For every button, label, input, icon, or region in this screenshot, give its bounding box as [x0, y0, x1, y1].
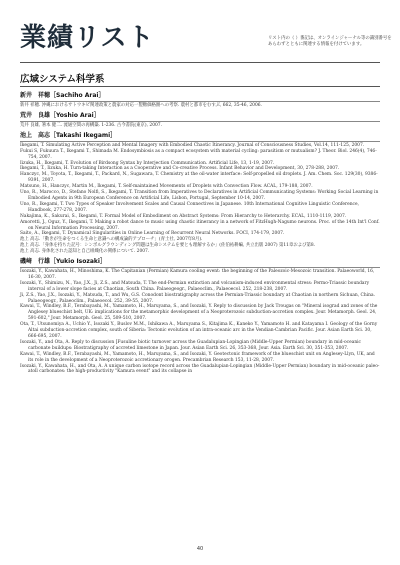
section-divider: [20, 86, 380, 87]
person-block: [20, 92, 380, 109]
publication-entry: Kawai, T., Windley, B.F., Terabayashi, M., Yamamoto, H., Maruyama, S., and Isozaki, Y. Geotectonic framework of the blueschist unit on Anglesey-Llyn, UK, and its role in the development of a Neoproterozoic accretionary orogen. Precambrian Research 153, 11-28, 2007.: [20, 351, 375, 363]
name-divider: [20, 101, 380, 102]
publication-entry: 池上 高志.「身体を持ちた記号：シンボルグラウンディング問題は生命システムを要とも理解するか」(佐伯祐耕編, 共立出版 2007) 第11章および第8.: [20, 243, 316, 249]
publication-entry: Nakajima, K., Sakurai, S., Ikegami, T. Formal Model of Embodiment on Abstract Systems: From Hierarchy to Heterarchy. ECAL, 1110-1119, 2007.: [20, 213, 347, 219]
person-name: 磯﨑 行雄［Yukio Isozaki］: [20, 258, 106, 266]
page-title: 業績リスト: [20, 23, 155, 53]
person-block: [20, 132, 380, 255]
publication-entry: Ikegami, T. Simulating Active Perception and Mental Imagery with Embodied Chaotic Itinerancy. Journal of Consciousness Studies, Vol.14, 111-125, 2007.: [20, 142, 365, 148]
publication-entry: Uno, R., Marocco, D., Stefano Nolfi, S., Ikegami, T. Transition from Imperatives to Declaratives in Artificial Communicating Systems: Working Social Learning in Embodied Agents in 9th European Conference on Artificial Life, Lisbon, Portugal, September 10-14, 2007.: [20, 190, 379, 201]
publication-entry: 荒井 良雄, 箸本 健二. 流通空間の再構築. 1-236. 古今書院(東京), 2007.: [20, 122, 162, 128]
publication-entry: Ikegami, T., Iizuka, H. Turn-taking Interaction as a Cooperative and Co-creative Process. Infant Behavior and Development, 30, 278-288, 2007.: [20, 166, 340, 172]
name-divider: [20, 267, 380, 268]
publication-entry: Isozaki, Y., and Ota, A. Reply to discussion [Fusuline biotic turnover across the Guadalupian-Lopingian (Middle-Upper Permian) boundary in mid-oceanic carbonate buildups: Biostratigraphy of accreted limestone in Japan. Jour. Asian Earth Sci. 26, 353-368, Jour. Asia. Earth Sci. 30, 351-353, 2007.: [20, 339, 362, 351]
publication-entry: Matsuno, H., Hanczyc, Martin M., Ikegami, T. Self-maintained Movements of Droplets with Convection Flow. ACAL, 179-188, 2007.: [20, 184, 313, 190]
publication-entry: Isozaki, Y., Shimizu, N., Yao, J.X., Ji, Z.S., and Matsuda, T. The end-Permian extinction and volcanism-induced environmental stress: Permo-Triassic boundary interval of a lower slope facies at Chaotian, South China. Palaeogeogr., Palaeoclim., Palaeoecol. 252, 218-238, 2007.: [20, 280, 370, 292]
person-block: [20, 112, 380, 129]
publication-entry: Saito, A., Ikegami, T. Dynamical Singularities in Online Learning of Recurrent Neural Networks. FOCI, 174-179, 2007.: [20, 231, 285, 237]
page-number: 40: [196, 546, 204, 552]
publication-entry: Kawai, T., Windley, B.F., Terabayashi, M., Yamamoto, H., Maruyama, S., and Isozaki, Y. Reply to discussion by Jack Trougas on "Mineral isograd and zones of the Anglesey blueschist belt, UK: implications for the metamorphic development of a Neoproterozoic subduction-accretion complex. Jour. Metamorph. Geol. 24, 591-602," Jour. Metamorph. Geol. 25, 509-510, 2007.: [20, 304, 378, 322]
publication-entry: 池上 高志.「動きが生命をつくる生命と意識への構成論的アプローチ」(青土社, 2007年8月).: [20, 237, 203, 243]
publication-entry: Ji, Z.S., Yao, J.X., Isozaki, Y., Matsuda, T., and Wu, G.S. Conodont biostratigraphy across the Permian-Triassic boundary at Chaotian in northern Sichuan, China. Palaeogeogr., Palaeoclim., Palaeoecol. 252, 39-55, 2007.: [20, 292, 375, 304]
publication-entry: Iizuka, H., Ikegami, T. Evolution of Birdsong Syntax by Interjection Communication. Artificial Life, 13, 1-19, 2007.: [20, 160, 275, 166]
publication-entry: Hanczyc, M., Toyota, T., Ikegami, T., Packard, N., Sugawara, T. Chemistry at the oil-water interface: Self-propelled oil droplets. J. Am. Chem. Soc. 129(30), 9386-9391, 2007.: [20, 172, 378, 184]
name-divider: [20, 121, 380, 122]
publication-entry: Amoretti, J., Oguz, Y., Ikegami, T. Making a robot dance to music using chaotic itinerancy in a network of FitzHugh-Nagumo neurons. Proc. of the 14th Int'l Conf. on Neural Information Processing, 2007.: [20, 219, 380, 231]
header-note: リスト内の（ ）番記は、オンラインジャーナル等の識別番号をあらわずとともに関連する情報を付けています。: [268, 36, 392, 48]
publication-entry: Fukui S, Fukuura T., Ikegami T., Shimada M. Endosymbiosis as a compact ecosystem with material cycling: parasitism or mutualism? J. Theor. Biol. 246(4), 746-754, 2007.: [20, 148, 377, 160]
page-header: [0, 0, 400, 62]
name-divider: [20, 141, 380, 142]
publication-entry: 新井 祥穂. 沖縄におけるサトウキビ関連政策と農家の対応一製糖価格圏への考察. 農村と都市をむすぶ, 662, 35-46, 2006.: [20, 103, 262, 108]
person-name: 新井 祥穂［Sachiho Arai］: [20, 92, 105, 99]
publication-entry: Isozaki, Y., Kawahata, H., and Ota, A. A unique carbon isotope record across the Guadalupian-Lopingian (Middle-Upper Permian) boundary in mid-oceanic paleo-atoll carbonates: the high-productivity "Kamura event" and its collapse in: [20, 363, 380, 375]
publication-entry: Isozaki, Y., Kawahata, H., Minoshima, K. The Capitanian (Permian) Kamura cooling event: the beginning of the Paleozoic-Mesozoic transition. Palaeoworld, 16, 16-30, 2007.: [20, 269, 375, 280]
publication-entry: Ota, T., Utsunomiya A., Uchio Y., Isozaki Y., Buslov M.M., Ishikawa A., Maruyama S., Kitajima K., Kaneko Y., Yamamoto H. and Katayama I. Geology of the Gorny Altai subduction-accretion complex, south of Siberia: Tectonic evolution of an intra-oceanic arc in the Vendian-Cambrian Pacific. Jour. Asian Earth Sci. 30, 666-695, 2007.: [20, 322, 378, 339]
person-block: [20, 258, 380, 375]
publication-entry: 池上 高志. 身体化された認知と自己組織化の関係について. 2007.: [20, 249, 150, 255]
publication-entry: Uno, R., Ikegami, T. Two Types of Speaker Involvement Scales and Causal Connectives in Japanese. 10th International Cognitive Linguistic Conference, Handbook, 277-278, 2007.: [20, 201, 359, 213]
publication-list: [20, 92, 380, 378]
person-name: 池上 高志［Takashi Ikegami］: [20, 131, 117, 139]
header-divider: [20, 62, 380, 63]
section-title: 広域システム科学系: [20, 74, 105, 85]
person-name: 荒井 良雄［Yoshio Arai］: [20, 111, 100, 119]
